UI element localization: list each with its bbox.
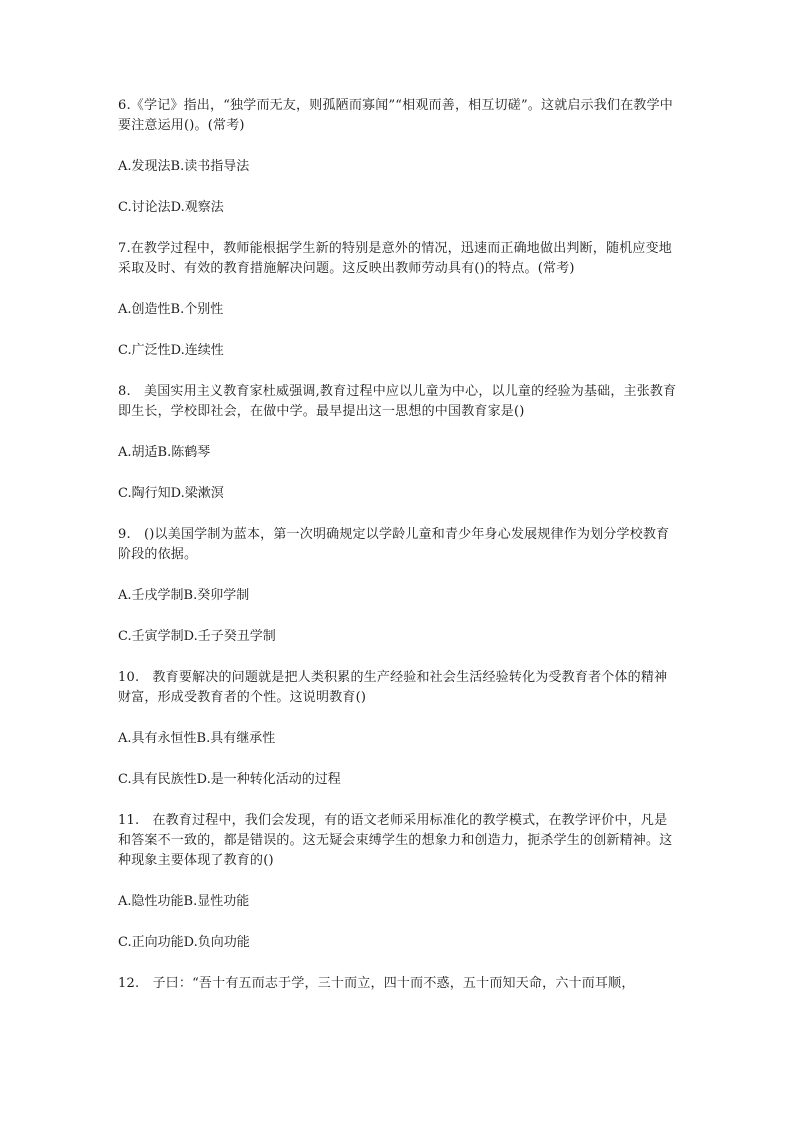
question-7-options-ab: A.创造性B.个别性 — [118, 302, 224, 317]
question-11-stem: 11. 在教育过程中，我们会发现，有的语文老师采用标准化的教学模式，在教学评价中，凡是和答案不一致的，都是错误的。这无疑会束缚学生的想象力和创造力，扼杀学生的创新精神。这种现象主要体现了教育的() — [118, 813, 673, 868]
question-9-options-cd: C.壬寅学制D.壬子癸丑学制 — [118, 629, 276, 644]
question-6-options-cd: C.讨论法D.观察法 — [118, 200, 224, 215]
question-10-options-cd: C.具有民族性D.是一种转化活动的过程 — [118, 772, 341, 787]
question-9-stem: 9. ()以美国学制为蓝本，第一次明确规定以学龄儿童和青少年身心发展规律作为划分学校教育阶段的依据。 — [118, 527, 670, 562]
question-11-options-cd: C.正向功能D.负向功能 — [118, 935, 250, 950]
question-7-options-cd: C.广泛性D.连续性 — [118, 343, 224, 358]
document-page — [118, 96, 678, 994]
question-12-stem: 12. 子曰：“吾十有五而志于学，三十而立，四十而不惑，五十而知天命，六十而耳顺， — [118, 976, 635, 991]
question-10-stem: 10. 教育要解决的问题就是把人类积累的生产经验和社会生活经验转化为受教育者个体的精神财富，形成受教育者的个性。这说明教育() — [118, 670, 668, 705]
question-8-options-cd: C.陶行知D.梁漱溟 — [118, 486, 224, 501]
question-8-stem: 8. 美国实用主义教育家杜威强调,教育过程中应以儿童为中心，以儿童的经验为基础，主张教育即生长，学校即社会，在做中学。最早提出这一思想的中国教育家是() — [118, 384, 677, 419]
question-11-options-ab: A.隐性功能B.显性功能 — [118, 894, 250, 909]
question-8-options-ab: A.胡适B.陈鹤琴 — [118, 445, 211, 460]
question-7-stem: 7.在教学过程中，教师能根据学生新的特别是意外的情况，迅速而正确地做出判断，随机应变地采取及时、有效的教育措施解决问题。这反映出教师劳动具有()的特点。(常考) — [118, 241, 673, 276]
question-10-options-ab: A.具有永恒性B.具有继承性 — [118, 731, 276, 746]
question-6-options-ab: A.发现法B.读书指导法 — [118, 159, 250, 174]
question-9-options-ab: A.壬戌学制B.癸卯学制 — [118, 588, 250, 603]
question-6-stem: 6.《学记》指出，“独学而无友，则孤陋而寡闻”“相观而善，相互切磋”。这就启示我们在教学中要注意运用()。(常考) — [118, 98, 673, 133]
